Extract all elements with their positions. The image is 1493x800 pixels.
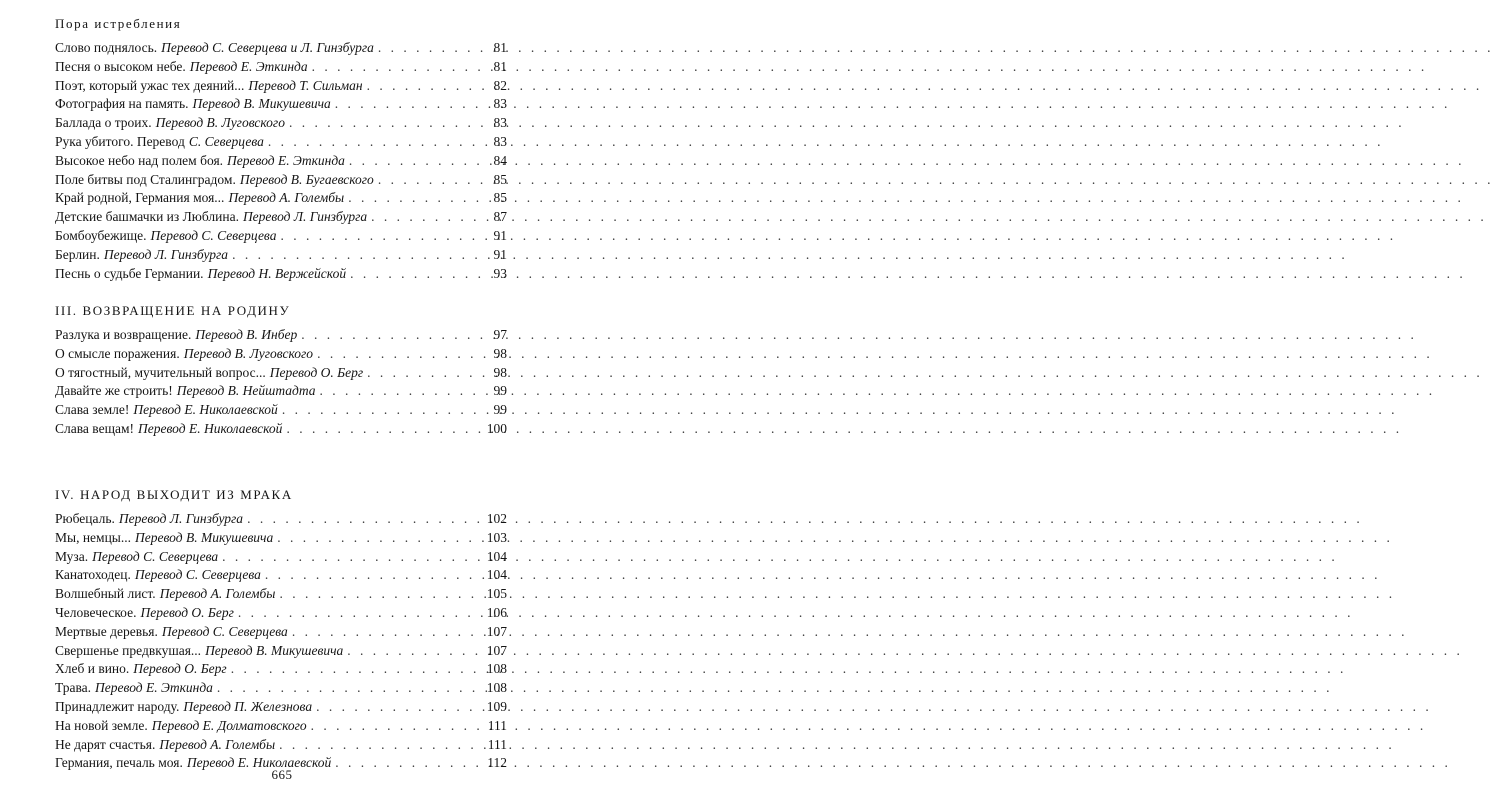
entry-title: Свершенье предвкушая... (55, 642, 202, 658)
entry-title: Принадлежит народу. (55, 698, 180, 714)
entry-page-number: 103 (486, 529, 507, 545)
entry-translator: Перевод О. Берг (140, 604, 234, 620)
dot-leader (279, 585, 477, 604)
entry-label (55, 604, 234, 623)
entry-label (55, 189, 344, 208)
entry-label (55, 510, 243, 529)
entry-label (55, 345, 313, 364)
entry-label (55, 227, 276, 246)
dot-leader (247, 510, 477, 529)
toc-entry (55, 246, 507, 265)
entry-label (55, 171, 374, 190)
entry-label (55, 246, 228, 265)
toc-entry (55, 548, 507, 567)
entry-page-number: 98 (493, 364, 507, 380)
entry-page-number: 83 (493, 96, 507, 112)
entry-page-number: 99 (493, 383, 507, 399)
entry-title: Канатоходец. (55, 567, 131, 583)
entry-label (55, 114, 285, 133)
toc-list (55, 39, 507, 283)
entry-page-number: 104 (486, 567, 507, 583)
entry-page-number: 83 (493, 133, 507, 149)
entry-page-number: 102 (486, 511, 507, 526)
entry-translator: Перевод Н. Вержейской (207, 265, 347, 281)
toc-entry (55, 265, 507, 284)
page-number: 665 (271, 767, 293, 782)
entry-translator: Перевод В. Луговского (155, 115, 285, 131)
toc-entry (55, 698, 507, 717)
entry-title: На новой земле. (55, 717, 148, 733)
dot-leader (378, 39, 477, 58)
entry-page-number: 108 (486, 661, 507, 677)
entry-translator: Перевод С. Северцева (150, 227, 277, 243)
toc-entry (55, 39, 507, 58)
entry-label (55, 208, 367, 227)
entry-translator: Перевод Л. Гинзбурга (118, 511, 244, 526)
entry-translator: Перевод Е. Эткинда (95, 680, 213, 696)
entry-label (55, 642, 343, 661)
entry-translator: Перевод Л. Гинзбурга (242, 209, 368, 225)
entry-translator: Перевод А. Голембы (159, 586, 276, 602)
entry-label (55, 660, 227, 679)
entry-title: О тягостный, мучительный вопрос... (55, 364, 266, 380)
book-page (0, 0, 564, 800)
section-title: III. ВОЗВРАЩЕНИЕ НА РОДИНУ (55, 303, 291, 318)
dot-leader (367, 77, 477, 96)
entry-translator: Перевод О. Берг (133, 661, 227, 677)
entry-title: Поэт, который ужас тех деяний... (55, 77, 245, 93)
toc-entry (55, 171, 507, 190)
toc-entry (55, 660, 507, 679)
entry-label (55, 364, 363, 383)
toc-entry (55, 227, 507, 246)
dot-leader (349, 152, 477, 171)
entry-title: О смысле поражения. (55, 345, 180, 361)
entry-label (55, 698, 312, 717)
entry-title: Мертвые деревья. (55, 623, 158, 639)
entry-page-number: 81 (493, 40, 507, 55)
toc-entry (55, 189, 507, 208)
dot-leader (282, 401, 477, 420)
toc-entry (55, 326, 507, 345)
entry-title: Мы, немцы... (55, 529, 132, 545)
entry-page-number: 81 (493, 58, 507, 74)
entry-page-number: 83 (493, 115, 507, 131)
entry-label (55, 326, 297, 345)
dot-leader (232, 246, 477, 265)
dot-leader (286, 420, 477, 439)
toc-entry (55, 566, 507, 585)
entry-label (55, 401, 278, 420)
toc-entry (55, 382, 507, 401)
entry-title: Фотография на память. (55, 96, 189, 112)
dot-leader (265, 566, 477, 585)
entry-translator: Перевод Е. Николаевской (186, 755, 332, 771)
entry-title: Баллада о троих. (55, 115, 152, 131)
entry-label (55, 152, 345, 171)
dot-leader (350, 265, 477, 284)
entry-translator: Перевод В. Микушевича (192, 96, 331, 112)
entry-title: Высокое небо над полем боя. (55, 152, 224, 168)
entry-page-number: 82 (493, 77, 507, 93)
entry-label (55, 133, 264, 152)
dot-leader (335, 95, 477, 114)
entry-page-number: 107 (486, 623, 507, 639)
entry-translator: Перевод А. Голембы (228, 190, 345, 206)
entry-translator: Перевод А. Голембы (159, 736, 276, 752)
toc-section-pora-istrebleniya (55, 16, 507, 283)
toc-entry (55, 736, 507, 755)
entry-translator: Перевод Т. Сильман (248, 77, 363, 93)
toc-entry (55, 401, 507, 420)
entry-page-number: 108 (486, 680, 507, 696)
entry-label (55, 717, 307, 736)
toc-entry (55, 529, 507, 548)
entry-translator: Перевод С. Северцева (161, 623, 288, 639)
dot-leader (238, 604, 477, 623)
dot-leader (289, 114, 477, 133)
toc-entry (55, 679, 507, 698)
entry-title: Детские башмачки из Люблина. (55, 209, 239, 225)
toc-entry (55, 95, 507, 114)
entry-translator: Перевод С. Северцева (92, 548, 219, 564)
dot-leader (231, 660, 477, 679)
entry-translator: Перевод Е. Николаевской (133, 402, 278, 418)
toc-section-narod-vykhodit (55, 487, 507, 773)
entry-page-number: 105 (486, 586, 507, 602)
toc-section-vozvrashchenie (55, 303, 507, 439)
dot-leader (311, 717, 477, 736)
entry-page-number: 85 (493, 190, 507, 206)
entry-title: Не дарят счастья. (55, 736, 156, 752)
entry-title: Рука убитого. Перевод (55, 133, 185, 149)
entry-label (55, 566, 261, 585)
entry-page-number: 112 (487, 755, 507, 771)
entry-title: Песня о высоком небе. (55, 58, 186, 74)
entry-page-number: 84 (493, 152, 507, 168)
entry-page-number: 104 (486, 548, 507, 564)
entry-page-number: 98 (493, 345, 507, 361)
entry-title: Слава земле! (55, 402, 130, 418)
toc-entry (55, 58, 507, 77)
entry-page-number: 109 (486, 698, 507, 714)
entry-translator: Перевод В. Луговского (183, 345, 314, 361)
entry-label (55, 679, 213, 698)
entry-page-number: 85 (493, 171, 507, 187)
entry-page-number: 111 (487, 717, 507, 733)
toc-entry (55, 114, 507, 133)
entry-translator: Перевод О. Берг (269, 364, 364, 380)
entry-label (55, 736, 275, 755)
entry-page-number: 111 (487, 736, 507, 752)
dot-leader (316, 698, 477, 717)
entry-label (55, 548, 218, 567)
entry-page-number: 91 (493, 227, 507, 243)
dot-leader (280, 227, 477, 246)
entry-title: Слава вещам! (55, 420, 135, 436)
entry-translator: Перевод В. Бугаевского (239, 171, 374, 187)
dot-leader (317, 345, 477, 364)
entry-title: Трава. (55, 680, 92, 696)
entry-page-number: 87 (493, 209, 507, 225)
entry-title: Человеческое. (55, 604, 137, 620)
entry-translator: Перевод Е. Николаевской (138, 420, 283, 436)
toc-entry (55, 364, 507, 383)
dot-leader (292, 623, 477, 642)
entry-translator: Перевод Е. Эткинда (189, 58, 308, 74)
entry-label (55, 382, 316, 401)
entry-title: Давайте же строить! (55, 383, 173, 399)
dot-leader (279, 736, 477, 755)
section-title: Пора истребления (55, 16, 182, 31)
entry-title: Берлин. (55, 246, 100, 262)
entry-title: Слово поднялось. (55, 40, 158, 55)
toc-entry (55, 345, 507, 364)
dot-leader (277, 529, 477, 548)
entry-translator: Перевод В. Микушевича (135, 529, 274, 545)
dot-leader (320, 382, 477, 401)
entry-page-number: 97 (493, 327, 507, 342)
toc-entry (55, 208, 507, 227)
entry-page-number: 100 (486, 420, 507, 436)
entry-label (55, 39, 374, 58)
dot-leader (217, 679, 477, 698)
section-title: IV. НАРОД ВЫХОДИТ ИЗ МРАКА (55, 487, 293, 502)
entry-title: Хлеб и вино. (55, 661, 130, 677)
dot-leader (312, 58, 477, 77)
toc-entry (55, 604, 507, 623)
entry-label (55, 265, 346, 284)
entry-label (55, 420, 282, 439)
entry-label (55, 529, 273, 548)
entry-translator: Перевод Е. Долматовского (151, 717, 307, 733)
entry-translator: Перевод Л. Гинзбурга (103, 246, 229, 262)
entry-page-number: 93 (493, 265, 507, 281)
entry-title: Песнь о судьбе Германии. (55, 265, 204, 281)
entry-translator: Перевод В. Микушевича (205, 642, 344, 658)
entry-label (55, 77, 363, 96)
dot-leader (367, 364, 477, 383)
entry-title: Поле битвы под Сталинградом. (55, 171, 236, 187)
entry-title: Германия, печаль моя. (55, 755, 183, 771)
dot-leader (222, 548, 477, 567)
entry-title: Волшебный лист. (55, 586, 156, 602)
toc-entry (55, 623, 507, 642)
entry-page-number: 99 (493, 402, 507, 418)
entry-page-number: 106 (486, 604, 507, 620)
entry-label (55, 58, 308, 77)
entry-translator: Перевод П. Железнова (183, 698, 313, 714)
toc-entry (55, 585, 507, 604)
entry-page-number: 91 (493, 246, 507, 262)
dot-leader (268, 133, 477, 152)
entry-title: Разлука и возвращение. (55, 327, 192, 342)
entry-label (55, 585, 275, 604)
entry-translator: Перевод В. Нейштадта (176, 383, 316, 399)
toc-entry (55, 77, 507, 96)
toc-list (55, 326, 507, 439)
entry-translator: С. Северцева (188, 133, 264, 149)
toc-entry (55, 152, 507, 171)
toc-entry (55, 717, 507, 736)
entry-page-number: 107 (486, 642, 507, 658)
dot-leader (378, 171, 477, 190)
toc-entry (55, 420, 507, 439)
entry-title: Бомбоубежище. (55, 227, 147, 243)
toc-entry (55, 133, 507, 152)
entry-translator: Перевод С. Северцева (134, 567, 261, 583)
dot-leader (348, 189, 477, 208)
entry-label (55, 623, 288, 642)
dot-leader (347, 642, 477, 661)
dot-leader (371, 208, 477, 227)
toc-entry (55, 642, 507, 661)
entry-title: Край родной, Германия моя... (55, 190, 225, 206)
entry-title: Муза. (55, 548, 89, 564)
entry-translator: Перевод Е. Эткинда (227, 152, 345, 168)
toc-list (55, 510, 507, 773)
entry-translator: Перевод С. Северцева и Л. Гинзбурга (161, 40, 374, 55)
entry-translator: Перевод В. Инбер (195, 327, 298, 342)
dot-leader (301, 326, 477, 345)
toc-entry (55, 510, 507, 529)
entry-label (55, 95, 331, 114)
entry-title: Рюбецаль. (55, 511, 115, 526)
